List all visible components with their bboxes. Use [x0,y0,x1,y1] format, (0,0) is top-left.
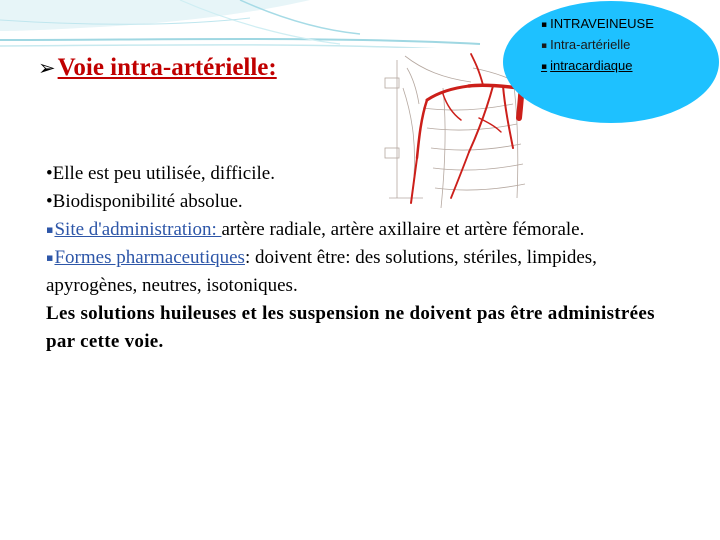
warning-text: Les solutions huileuses et les suspension ne doivent pas être administrées par cette voie. [46,303,655,352]
route-list-item [541,14,654,35]
slide-title [38,54,277,82]
body-text [46,160,686,356]
formes-text: : doivent être: des solutions, stériles, limpides, apyrogènes, neutres, isotoniques. [46,247,597,296]
route-label-intracardiaque: intracardiaque [550,58,633,73]
bullet-line-usage [46,160,686,188]
bullet-line-formes [46,244,686,300]
route-list-item [541,56,654,77]
square-bullet-icon: ▪ [46,251,54,264]
bullet-line-biodisponibilite [46,188,686,216]
usage-text: Elle est peu utilisée, difficile. [52,163,275,184]
biodisponibilite-text: Biodisponibilité absolue. [52,191,243,212]
formes-label: Formes pharmaceutiques [54,247,245,268]
square-bullet-icon: ▪ [541,41,548,51]
dot-bullet-icon: • [46,191,53,212]
title-text: Voie intra-artérielle: [57,54,277,81]
bullet-line-site [46,216,686,244]
site-label: Site d'administration: [54,219,222,240]
route-list-item [541,35,654,56]
square-bullet-icon: ▪ [46,223,54,236]
route-label-intraveineuse: INTRAVEINEUSE [550,16,654,31]
square-bullet-icon: ▪ [541,20,548,30]
route-list [541,14,654,77]
site-text: artère radiale, artère axillaire et artère fémorale. [221,219,585,240]
dot-bullet-icon: • [46,163,53,184]
route-label-intra-arterielle: Intra-artérielle [550,37,631,52]
square-bullet-icon: ▪ [541,62,548,72]
arrow-bullet-icon: ➢ [38,56,56,80]
